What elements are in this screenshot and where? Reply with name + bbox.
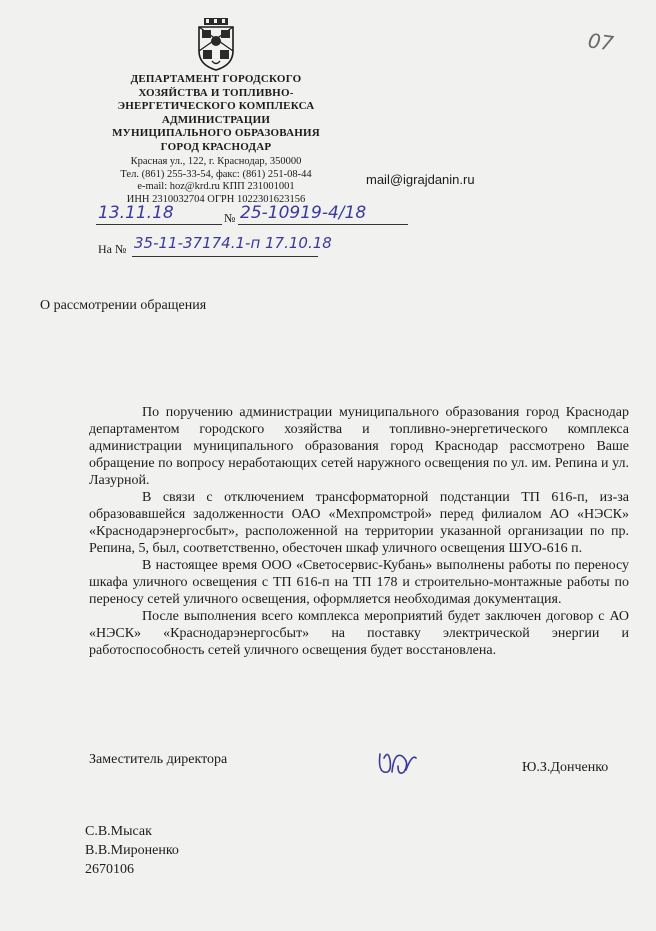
address-line: Красная ул., 122, г. Краснодар, 350000 — [130, 156, 302, 167]
letter-subject: О рассмотрении обращения — [40, 298, 207, 313]
address-line: Тел. (861) 255-33-54, факс: (861) 251-08-44 — [120, 168, 312, 180]
reference-number: 35-11-37174.1-п 17.10.18 — [134, 234, 332, 252]
address-line: e-mail: hoz@krd.ru КПП 231001001 — [137, 181, 295, 192]
address-line: ИНН 2310032704 ОГРН 1022301623156 — [126, 193, 306, 205]
registration-number: 25-10919-4/18 — [240, 203, 367, 223]
body-paragraph: После выполнения всего комплекса мероприятий будет заключен договор с АО «НЭСК» «Краснодарэнергосбыт» на поставку электрической энергии и работоспособность сетей уличного освещения будет восстановлена. — [89, 609, 629, 658]
handwritten-signature — [376, 748, 420, 778]
org-line: МУНИЦИПАЛЬНОГО ОБРАЗОВАНИЯ — [112, 127, 320, 139]
coat-of-arms-icon — [195, 17, 237, 71]
corner-page-mark: 07 — [586, 28, 615, 56]
body-paragraph: В связи с отключением трансформаторной подстанции ТП 616-п, из-за образовавшейся задолженности ОАО «Мехпромстрой» перед филиалом АО «НЭСК» «Краснодарэнергосбыт», расположенной на территории указанной организации по пр. Репина, 5, был, соответственно, обесточен шкаф уличного освещения ШУО-616 п. — [89, 490, 629, 556]
letter-body — [89, 404, 629, 659]
org-line: АДМИНИСТРАЦИИ — [161, 113, 271, 126]
org-line: ДЕПАРТАМЕНТ ГОРОДСКОГО — [130, 73, 302, 85]
executor-line: В.В.Мироненко — [85, 843, 179, 858]
org-line: ЭНЕРГЕТИЧЕСКОГО КОМПЛЕКСА — [117, 100, 315, 112]
body-paragraph: По поручению администрации муниципального образования город Краснодар департаментом городского хозяйства и топливно-энергетического комплекса администрации муниципального образования город Краснодар рассмотрено Ваше обращение по вопросу неработающих сетей наружного освещения по ул. им. Репина и ул. Лазурной. — [89, 405, 629, 488]
recipient-email: mail@igrajdanin.ru — [366, 172, 475, 187]
date-underline — [96, 224, 222, 225]
signatory-name: Ю.З.Донченко — [522, 760, 609, 775]
reference-underline — [132, 256, 318, 257]
organization-name — [96, 73, 336, 154]
executors-block — [85, 822, 179, 879]
registration-date: 13.11.18 — [98, 203, 174, 223]
reference-prefix: На № — [98, 242, 127, 256]
number-prefix: № — [224, 211, 236, 225]
body-paragraph: В настоящее время ООО «Светосервис-Кубань» выполнены работы по переносу шкафа уличного освещения с ТП 616-п на ТП 178 и строительно-монтажные работы по переносу сетей уличного освещения, оформляется необходимая документация. — [89, 558, 629, 607]
signatory-title: Заместитель директора — [89, 752, 228, 767]
org-line: ХОЗЯЙСТВА И ТОПЛИВНО- — [138, 86, 294, 99]
executor-phone: 2670106 — [85, 862, 134, 877]
executor-line: С.В.Мысак — [85, 824, 152, 839]
number-underline — [238, 224, 408, 225]
org-line: ГОРОД КРАСНОДАР — [160, 140, 272, 153]
organization-address — [96, 156, 336, 206]
